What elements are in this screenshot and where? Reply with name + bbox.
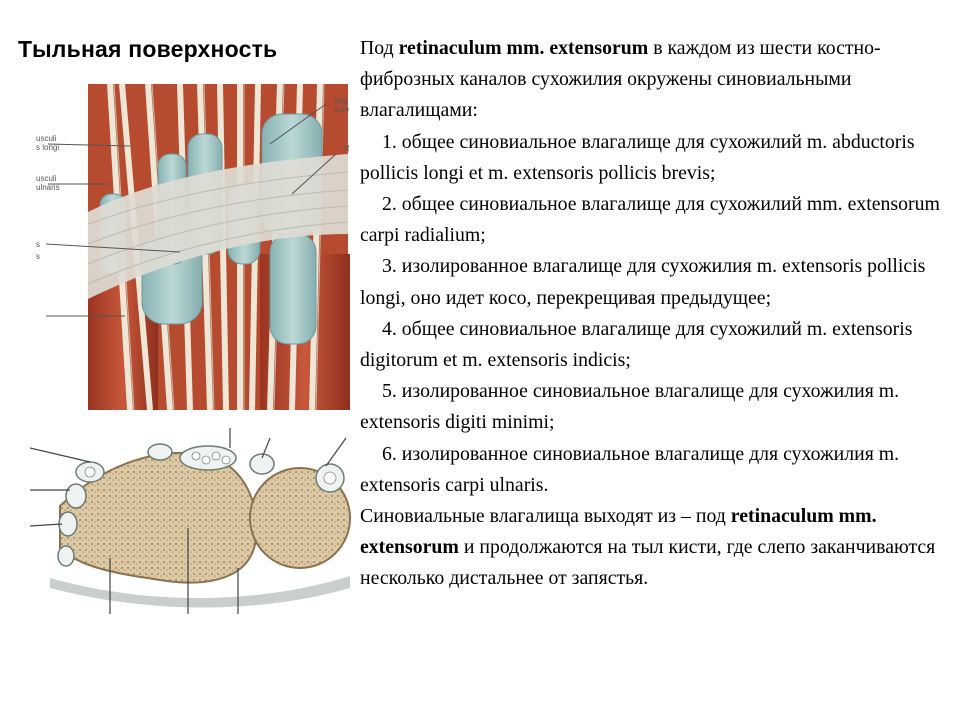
figure-label: s (36, 240, 40, 249)
intro-term: retinaculum mm. extensorum (398, 37, 649, 59)
list-item: 5. изолированное синовиальное влагалище для сухожилия m. extensoris digiti minimi; (360, 380, 900, 434)
intro-prefix: Под (360, 37, 399, 59)
intro-suffix: в каждом из шести костно-фиброзных каналов сухожилия окружены синовиальными влагалищами: (360, 37, 881, 122)
figure-label: s (36, 252, 40, 261)
closing-paragraph (360, 501, 950, 595)
figure-label: usculi (36, 134, 57, 143)
figure-label: usculi (36, 174, 57, 183)
wrist-cross-section-illustration (30, 428, 360, 614)
slide-title: Тыльная поверхность (18, 36, 278, 62)
list-item: 4. общее синовиальное влагалище для сухожилий m. extensoris digitorum et m. extensoris indicis; (360, 317, 913, 372)
closing-prefix: Синовиальные влагалища выходят из – под (360, 505, 731, 528)
figure-label: ulnaris (36, 183, 60, 192)
figure-label: Vag (334, 96, 348, 105)
figure-label: R (344, 144, 350, 153)
figure-label: exte (334, 105, 350, 114)
list-item: 6. изолированное синовиальное влагалище для сухожилия m. extensoris carpi ulnaris. (360, 442, 900, 496)
list-item: 1. общее синовиальное влагалище для сухожилий m. abductoris pollicis longi et m. extensoris pollicis brevis; (360, 130, 915, 184)
closing-suffix: и продолжаются на тыл кисти, где слепо заканчиваются несколько дистальнее от запястья. (360, 536, 936, 590)
closing-term: retinaculum mm. extensorum (360, 505, 877, 559)
main-text (360, 33, 950, 595)
wrist-dorsal-illustration (30, 84, 360, 410)
intro-paragraph (360, 33, 950, 127)
list-item: 3. изолированное влагалище для сухожилия m. extensoris pollicis longi, оно идет косо, перекрещивая предыдущее; (360, 255, 926, 309)
figure-label: s longi (36, 143, 60, 152)
list-item: 2. общее синовиальное влагалище для сухожилий mm. extensorum carpi radialium; (360, 193, 940, 247)
